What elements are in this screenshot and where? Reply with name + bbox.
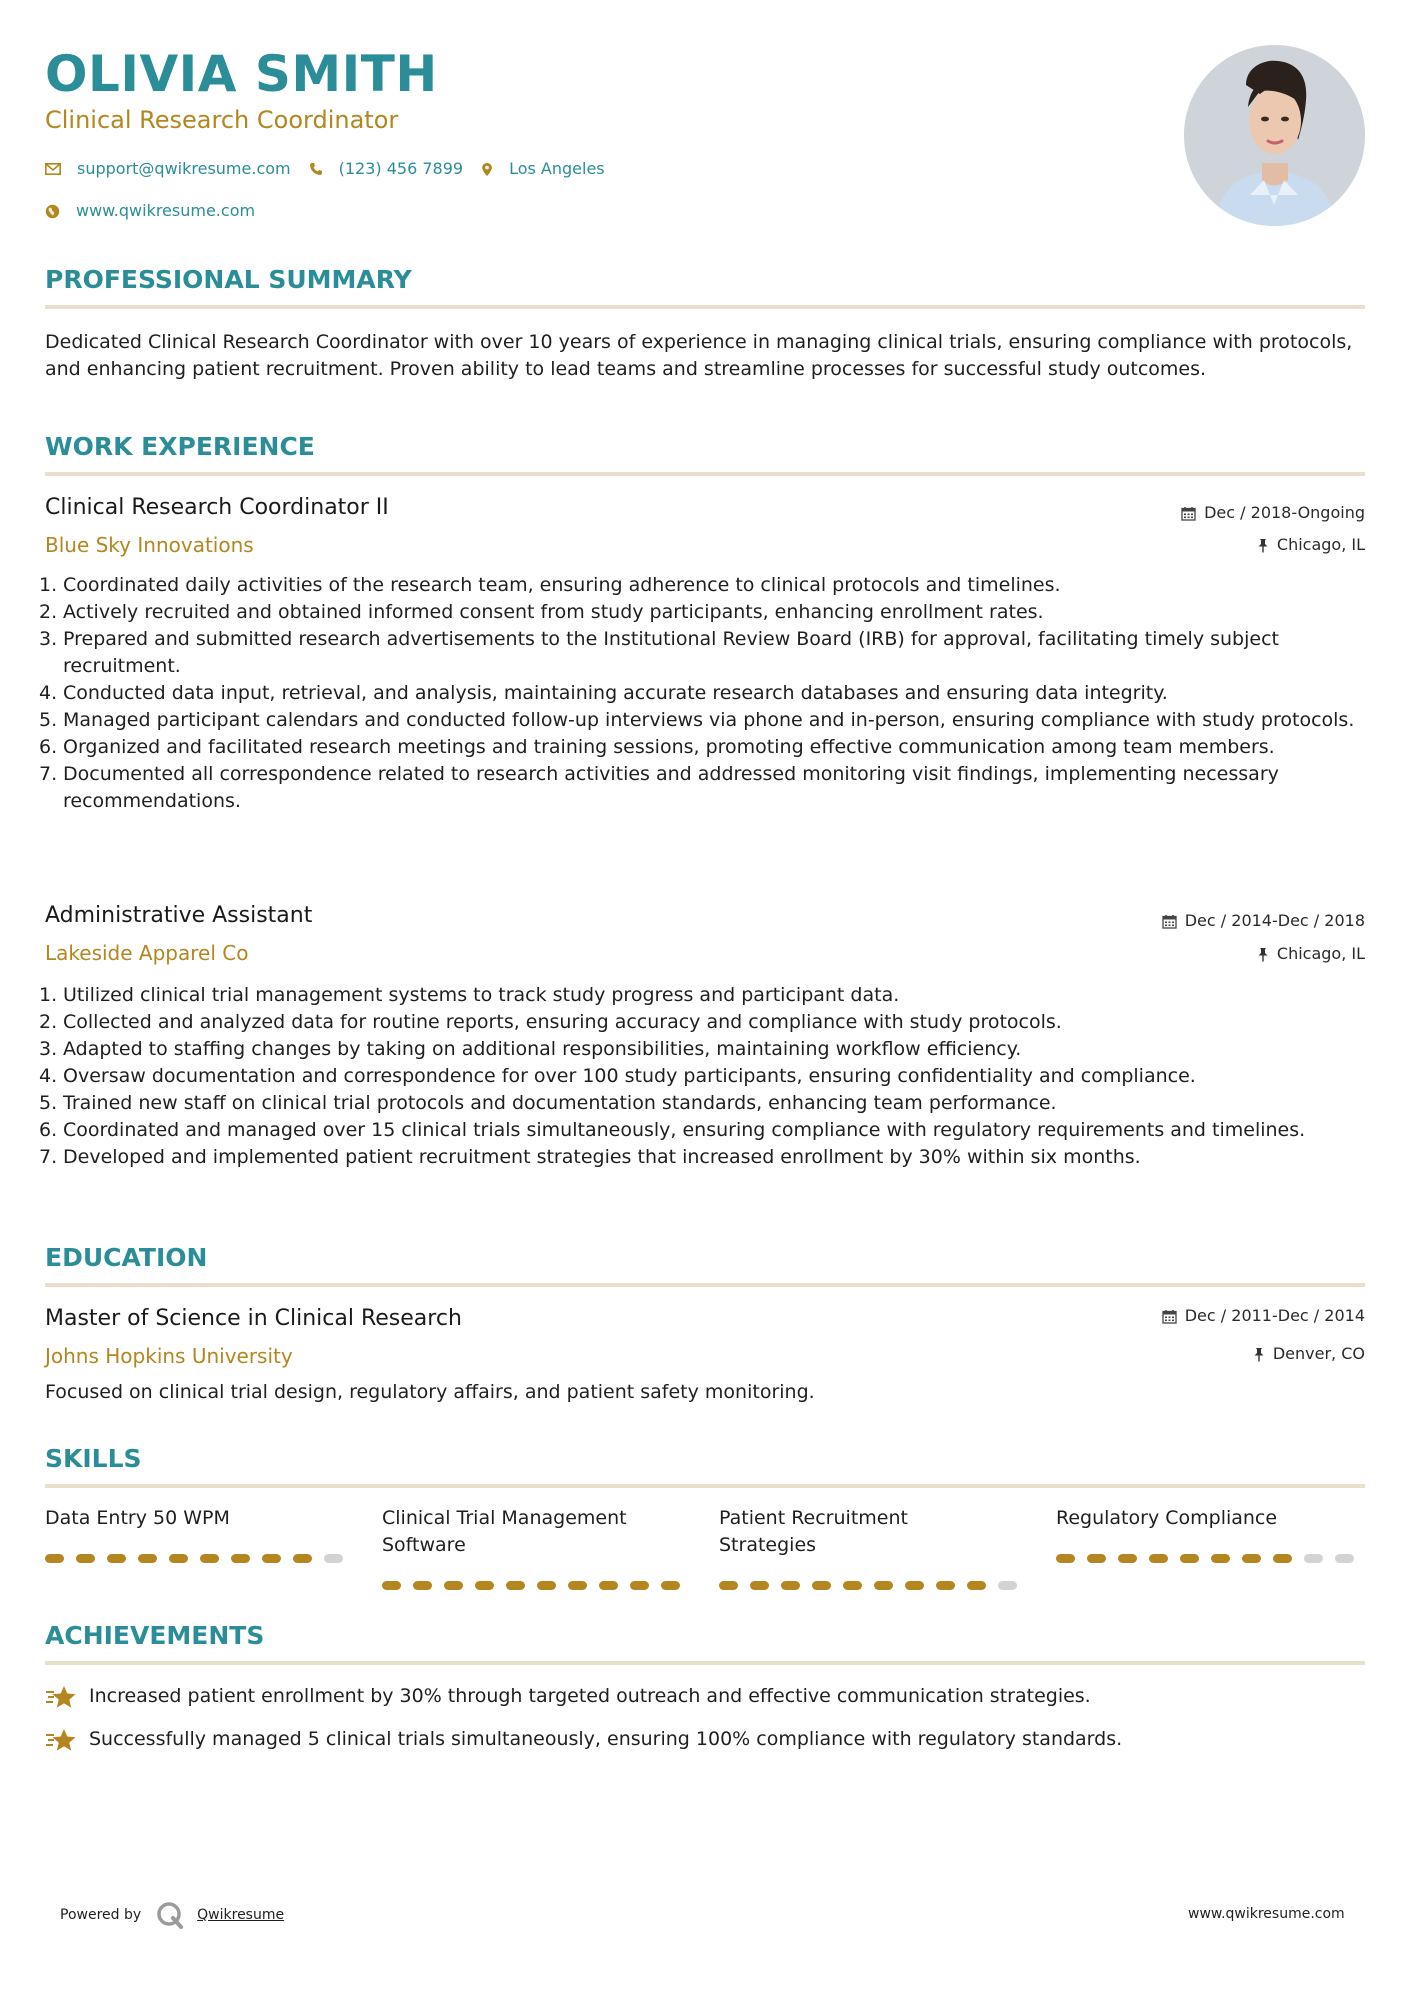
skill-rating <box>382 1581 692 1590</box>
map-pin-icon <box>481 162 493 177</box>
skill-dot-empty <box>1304 1554 1323 1563</box>
skill-dot-filled <box>537 1581 556 1590</box>
contact-row-2 <box>45 201 273 221</box>
skill-name: Clinical Trial Management Software <box>382 1507 627 1556</box>
skill-dot-filled <box>967 1581 986 1590</box>
experience-divider <box>45 472 1365 476</box>
bullet-item <box>39 599 1365 626</box>
bullet-number: 7. <box>39 763 58 785</box>
bullet-text: Documented all correspondence related to research activities and addressed monitoring visit findings, implementing necessary recommendations. <box>63 763 1279 812</box>
job-location-1 <box>1257 535 1365 555</box>
envelope-icon <box>45 163 61 175</box>
bullet-item <box>39 1144 1365 1171</box>
bullet-item <box>39 734 1365 761</box>
bullet-text: Developed and implemented patient recruitment strategies that increased enrollment by 30% within six months. <box>63 1146 1141 1168</box>
qwikresume-link[interactable]: Qwikresume <box>197 1907 285 1923</box>
skill-rating <box>45 1554 355 1563</box>
phone-text: (123) 456 7899 <box>338 159 464 178</box>
bullet-text: Coordinated daily activities of the research team, ensuring adherence to clinical protocols and timelines. <box>63 574 1061 596</box>
phone-item[interactable] <box>309 159 463 179</box>
skill-dot-filled <box>444 1581 463 1590</box>
education-description: Focused on clinical trial design, regulatory affairs, and patient safety monitoring. <box>45 1381 815 1403</box>
achievement-item-2 <box>45 1726 1122 1753</box>
skill-dot-filled <box>812 1581 831 1590</box>
bullet-item <box>39 1090 1365 1117</box>
skill-dot-empty <box>324 1554 343 1563</box>
skill-dot-filled <box>874 1581 893 1590</box>
bullet-item <box>39 680 1365 707</box>
bullet-item <box>39 1117 1365 1144</box>
bullet-text: Adapted to staffing changes by taking on additional responsibilities, maintaining workflow efficiency. <box>63 1038 1022 1060</box>
achievement-text: Successfully managed 5 clinical trials simultaneously, ensuring 100% compliance with regulatory standards. <box>89 1728 1123 1750</box>
skill-dot-filled <box>781 1581 800 1590</box>
job-dates-2 <box>1162 911 1365 931</box>
powered-by-label: Powered by <box>60 1907 142 1923</box>
bullet-number: 2. <box>39 601 58 623</box>
job-location-text-2: Chicago, IL <box>1276 944 1365 963</box>
bullet-number: 6. <box>39 736 58 758</box>
experience-heading: WORK EXPERIENCE <box>45 432 315 461</box>
bullet-item <box>39 1036 1365 1063</box>
skill-rating <box>719 1581 1029 1590</box>
bullet-text: Organized and facilitated research meetings and training sessions, promoting effective communication among team members. <box>63 736 1275 758</box>
skill-dot-filled <box>231 1554 250 1563</box>
bullet-text: Utilized clinical trial management systems to track study progress and participant data. <box>63 984 900 1006</box>
footer-url[interactable]: www.qwikresume.com <box>1188 1906 1345 1922</box>
email-item[interactable] <box>45 159 291 179</box>
achievements-heading: ACHIEVEMENTS <box>45 1621 265 1650</box>
achievements-divider <box>45 1661 1365 1665</box>
education-divider <box>45 1283 1365 1287</box>
calendar-icon <box>1162 914 1177 929</box>
bullet-item <box>39 707 1365 734</box>
bullet-number: 1. <box>39 574 58 596</box>
achievement-item-1 <box>45 1683 1091 1710</box>
education-location <box>1253 1344 1365 1364</box>
skill-dot-filled <box>936 1581 955 1590</box>
bullet-item <box>39 1063 1365 1090</box>
email-text: support@qwikresume.com <box>77 159 291 178</box>
skill-dot-filled <box>382 1581 401 1590</box>
skill-dot-filled <box>568 1581 587 1590</box>
profile-photo <box>1184 45 1365 226</box>
bullet-number: 3. <box>39 1038 58 1060</box>
location-item <box>481 159 605 179</box>
website-text: www.qwikresume.com <box>76 201 256 220</box>
degree-title: Master of Science in Clinical Research <box>45 1306 462 1331</box>
job-dates-text-1: Dec / 2018-Ongoing <box>1204 503 1365 522</box>
skill-name: Regulatory Compliance <box>1056 1507 1278 1529</box>
education-dates <box>1162 1306 1365 1326</box>
skills-divider <box>45 1484 1365 1488</box>
pushpin-icon <box>1257 947 1269 962</box>
calendar-icon <box>1181 506 1196 521</box>
skill-dot-filled <box>1149 1554 1168 1563</box>
job-location-2 <box>1257 944 1365 964</box>
skill-dot-filled <box>719 1581 738 1590</box>
contact-row-1 <box>45 159 623 179</box>
bullet-item <box>39 572 1365 599</box>
bullet-number: 2. <box>39 1011 58 1033</box>
skill-dot-filled <box>905 1581 924 1590</box>
company-1: Blue Sky Innovations <box>45 533 254 557</box>
skill-dot-filled <box>599 1581 618 1590</box>
bullet-text: Managed participant calendars and conducted follow-up interviews via phone and in-person, ensuring compliance with study protocols. <box>63 709 1355 731</box>
skill-item-3 <box>719 1505 1009 1559</box>
globe-icon <box>45 204 60 219</box>
summary-text: Dedicated Clinical Research Coordinator with over 10 years of experience in managing clinical trials, ensuring compliance with protocols, and enhancing patient recruitment. Proven ability to lead teams and streamline processes for successful study outcomes. <box>45 331 1353 380</box>
skill-dot-filled <box>45 1554 64 1563</box>
skill-dot-empty <box>998 1581 1017 1590</box>
skill-dot-filled <box>1087 1554 1106 1563</box>
location-text: Los Angeles <box>509 159 605 178</box>
qwikresume-logo-icon <box>155 1900 185 1930</box>
summary-divider <box>45 305 1365 309</box>
skill-dot-filled <box>475 1581 494 1590</box>
star-icon <box>45 1684 77 1710</box>
job-dates-text-2: Dec / 2014-Dec / 2018 <box>1184 911 1365 930</box>
bullet-text: Trained new staff on clinical trial protocols and documentation standards, enhancing team performance. <box>63 1092 1057 1114</box>
summary-heading: PROFESSIONAL SUMMARY <box>45 265 412 294</box>
job-dates-1 <box>1181 503 1365 523</box>
skill-dot-filled <box>169 1554 188 1563</box>
bullet-text: Prepared and submitted research advertisements to the Institutional Review Board (IRB) for approval, facilitating timely subject recruitment. <box>63 628 1279 677</box>
calendar-icon <box>1162 1309 1177 1324</box>
website-item[interactable] <box>45 201 255 221</box>
skill-name: Patient Recruitment Strategies <box>719 1507 908 1556</box>
skill-dot-filled <box>1211 1554 1230 1563</box>
pushpin-icon <box>1253 1347 1265 1362</box>
skill-dot-empty <box>1335 1554 1354 1563</box>
bullet-number: 5. <box>39 1092 58 1114</box>
skill-dot-filled <box>1180 1554 1199 1563</box>
skill-dot-filled <box>1242 1554 1261 1563</box>
star-icon <box>45 1727 77 1753</box>
skill-dot-filled <box>200 1554 219 1563</box>
skill-dot-filled <box>630 1581 649 1590</box>
bullet-text: Actively recruited and obtained informed consent from study participants, enhancing enrollment rates. <box>63 601 1044 623</box>
company-2: Lakeside Apparel Co <box>45 941 249 965</box>
bullet-number: 5. <box>39 709 58 731</box>
skill-dot-filled <box>661 1581 680 1590</box>
bullet-number: 4. <box>39 682 58 704</box>
job-bullets-1 <box>39 572 1365 815</box>
bullet-number: 1. <box>39 984 58 1006</box>
job-title-2: Administrative Assistant <box>45 903 313 928</box>
skill-dot-filled <box>413 1581 432 1590</box>
skill-item-1 <box>45 1505 345 1532</box>
phone-icon <box>309 162 323 176</box>
skill-dot-filled <box>76 1554 95 1563</box>
achievement-text: Increased patient enrollment by 30% through targeted outreach and effective communication strategies. <box>89 1685 1091 1707</box>
skill-dot-filled <box>1056 1554 1075 1563</box>
bullet-number: 3. <box>39 628 58 650</box>
school-name: Johns Hopkins University <box>45 1344 293 1368</box>
job-bullets-2 <box>39 982 1365 1171</box>
skill-dot-filled <box>750 1581 769 1590</box>
skill-item-2 <box>382 1505 672 1559</box>
bullet-item <box>39 626 1365 680</box>
education-dates-text: Dec / 2011-Dec / 2014 <box>1184 1306 1365 1325</box>
skills-heading: SKILLS <box>45 1444 142 1473</box>
education-heading: EDUCATION <box>45 1243 208 1272</box>
bullet-text: Coordinated and managed over 15 clinical trials simultaneously, ensuring compliance with regulatory requirements and timelines. <box>63 1119 1306 1141</box>
bullet-text: Oversaw documentation and correspondence for over 100 study participants, ensuring confidentiality and compliance. <box>63 1065 1196 1087</box>
skill-dot-filled <box>107 1554 126 1563</box>
candidate-role: Clinical Research Coordinator <box>45 106 399 134</box>
bullet-text: Collected and analyzed data for routine reports, ensuring accuracy and compliance with study protocols. <box>63 1011 1062 1033</box>
candidate-name: OLIVIA SMITH <box>45 45 438 103</box>
education-location-text: Denver, CO <box>1272 1344 1365 1363</box>
skill-rating <box>1056 1554 1366 1563</box>
bullet-number: 4. <box>39 1065 58 1087</box>
skill-dot-filled <box>1118 1554 1137 1563</box>
skill-dot-filled <box>293 1554 312 1563</box>
bullet-item <box>39 761 1365 815</box>
job-location-text-1: Chicago, IL <box>1276 535 1365 554</box>
pushpin-icon <box>1257 538 1269 553</box>
footer-powered-by <box>60 1900 284 1930</box>
skill-dot-filled <box>262 1554 281 1563</box>
job-title-1: Clinical Research Coordinator II <box>45 495 389 520</box>
bullet-number: 7. <box>39 1146 58 1168</box>
skill-dot-filled <box>138 1554 157 1563</box>
skill-item-4 <box>1056 1505 1356 1532</box>
bullet-text: Conducted data input, retrieval, and analysis, maintaining accurate research databases and ensuring data integrity. <box>63 682 1168 704</box>
bullet-item <box>39 1009 1365 1036</box>
skill-dot-filled <box>1273 1554 1292 1563</box>
bullet-item <box>39 982 1365 1009</box>
skill-dot-filled <box>506 1581 525 1590</box>
skill-dot-filled <box>843 1581 862 1590</box>
bullet-number: 6. <box>39 1119 58 1141</box>
skill-name: Data Entry 50 WPM <box>45 1507 230 1529</box>
